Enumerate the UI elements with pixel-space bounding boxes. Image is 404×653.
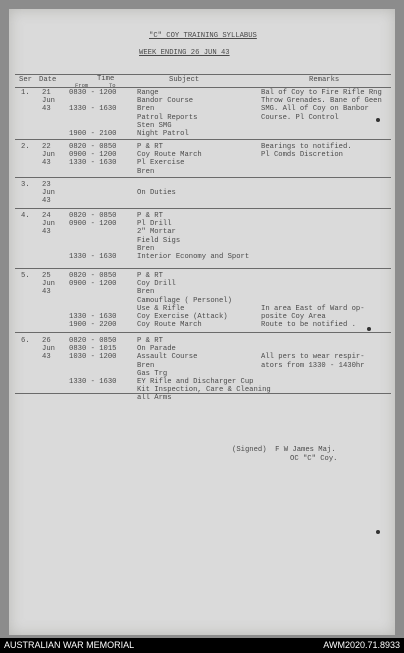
row-serial: 2.	[21, 143, 30, 151]
col-time: Time	[97, 75, 115, 83]
row-subject: Bren	[137, 361, 155, 370]
row-remark: Bearings to notified.	[261, 143, 352, 151]
row-subject: Bren	[137, 288, 155, 297]
row-date: 43	[42, 105, 51, 114]
row-remark: Course. Pl Control	[261, 113, 339, 122]
signature-line: (Signed) F W James Maj.	[232, 446, 336, 454]
row-time: 0820 - 0850	[69, 337, 117, 345]
col-time-to: To	[109, 82, 116, 89]
col-date: Date	[39, 76, 57, 84]
row-date: Jun	[42, 345, 55, 354]
row-date: 24	[42, 212, 51, 220]
row-divider	[15, 332, 391, 333]
row-time: 1330 - 1630	[69, 105, 117, 114]
row-subject: Kit Inspection, Care & Cleaning	[137, 386, 271, 395]
row-subject: P & RT	[137, 337, 163, 345]
row-remark: In area East of Ward op-	[261, 304, 365, 313]
row-time: 1900 - 2200	[69, 321, 117, 330]
row-remark: All pers to wear respir-	[261, 353, 365, 362]
row-remark: Route to be notified .	[261, 321, 356, 330]
row-remark: ators from 1330 - 1430hr	[261, 361, 365, 370]
row-time: 1330 - 1630	[69, 378, 117, 386]
punch-hole-bottom	[376, 530, 380, 534]
row-time: 1900 - 2100	[69, 130, 117, 138]
row-subject: On Parade	[137, 345, 176, 354]
archive-footer	[0, 638, 404, 653]
row-subject: 2" Mortar	[137, 228, 176, 237]
row-subject: Coy Exercise (Attack)	[137, 313, 228, 321]
row-subject: P & RT	[137, 272, 163, 280]
row-date: 43	[42, 159, 51, 168]
row-serial: 6.	[21, 337, 30, 345]
row-remark: Throw Grenades. Bane of Geen	[261, 97, 382, 106]
row-divider	[15, 268, 391, 269]
row-subject: Camouflage ( Personel)	[137, 296, 232, 305]
col-subject: Subject	[169, 76, 200, 84]
row-date: 26	[42, 337, 51, 345]
row-divider	[15, 177, 391, 178]
row-subject: Bren	[137, 244, 155, 253]
row-time: 0820 - 0850	[69, 272, 117, 280]
row-subject: Bandor Course	[137, 97, 194, 106]
row-divider	[15, 393, 391, 394]
row-divider	[15, 139, 391, 140]
row-time: 0830 - 1015	[69, 345, 117, 354]
row-date: 25	[42, 272, 51, 280]
row-time: 1330 - 1630	[69, 313, 117, 321]
row-serial: 3.	[21, 181, 30, 189]
document-page	[9, 9, 395, 635]
row-remark: Pl Comds Discretion	[261, 151, 343, 160]
row-subject: Sten SMG	[137, 121, 172, 130]
row-subject: Night Patrol	[137, 130, 189, 138]
row-date: 21	[42, 89, 51, 97]
row-subject: Bren	[137, 167, 155, 176]
row-time: 0830 - 1200	[69, 89, 117, 97]
row-remark: posite Coy Area	[261, 313, 326, 321]
row-subject: P & RT	[137, 212, 163, 220]
row-subject: Coy Route March	[137, 151, 202, 160]
row-subject: all Arms	[137, 394, 172, 403]
row-time: 0820 - 0850	[69, 212, 117, 220]
punch-hole-top	[376, 118, 380, 122]
row-subject: Range	[137, 89, 159, 97]
row-remark: Bal of Coy to Fire Rifle Rng	[261, 89, 382, 97]
row-remark: SMG. All of Coy on Banbor	[261, 105, 369, 114]
col-ser: Ser	[19, 76, 32, 84]
col-remarks: Remarks	[309, 76, 340, 84]
row-subject: On Duties	[137, 189, 176, 198]
row-subject: Use & Rifle	[137, 304, 185, 313]
row-subject: Bren	[137, 105, 155, 114]
row-time: 1330 - 1630	[69, 253, 117, 261]
footer-institution: AUSTRALIAN WAR MEMORIAL	[4, 640, 135, 650]
row-date: 23	[42, 181, 51, 189]
row-date: 43	[42, 228, 51, 237]
row-date: Jun	[42, 220, 55, 229]
row-subject: Assault Course	[137, 353, 198, 362]
footer-accession-number: AWM2020.71.8933	[323, 640, 400, 650]
punch-hole-middle	[367, 327, 371, 331]
row-subject: Coy Drill	[137, 280, 176, 289]
row-subject: Field Sigs	[137, 236, 181, 245]
row-subject: Pl Drill	[137, 220, 172, 229]
row-subject: Gas Trg	[137, 369, 168, 378]
row-time: 1030 - 1200	[69, 353, 117, 362]
row-subject: Patrol Reports	[137, 113, 198, 122]
row-date: 43	[42, 197, 51, 206]
document-title: "C" COY TRAINING SYLLABUS	[149, 32, 257, 40]
row-time: 0820 - 0850	[69, 143, 117, 151]
row-divider	[15, 208, 391, 209]
row-date: Jun	[42, 151, 55, 160]
row-date: Jun	[42, 280, 55, 289]
row-time: 1330 - 1630	[69, 159, 117, 168]
row-time: 0900 - 1200	[69, 151, 117, 160]
document-subtitle: WEEK ENDING 26 JUN 43	[139, 49, 230, 57]
row-subject: Coy Route March	[137, 321, 202, 330]
row-subject: P & RT	[137, 143, 163, 151]
row-subject: EY Rifle and Discharger Cup	[137, 378, 254, 386]
row-date: Jun	[42, 97, 55, 106]
signature-title: OC "C" Coy.	[290, 455, 338, 463]
row-time: 0900 - 1200	[69, 280, 117, 289]
header-top-rule	[15, 74, 391, 75]
row-subject: Pl Exercise	[137, 159, 185, 168]
col-time-from: From	[75, 82, 89, 89]
row-serial: 5.	[21, 272, 30, 280]
row-date: 43	[42, 288, 51, 297]
row-serial: 4.	[21, 212, 30, 220]
header-bottom-rule	[15, 87, 391, 88]
row-subject: Interior Economy and Sport	[137, 253, 250, 261]
row-date: 22	[42, 143, 51, 151]
row-serial: 1.	[21, 89, 30, 97]
row-date: Jun	[42, 189, 55, 198]
row-date: 43	[42, 353, 51, 362]
row-time: 0900 - 1200	[69, 220, 117, 229]
